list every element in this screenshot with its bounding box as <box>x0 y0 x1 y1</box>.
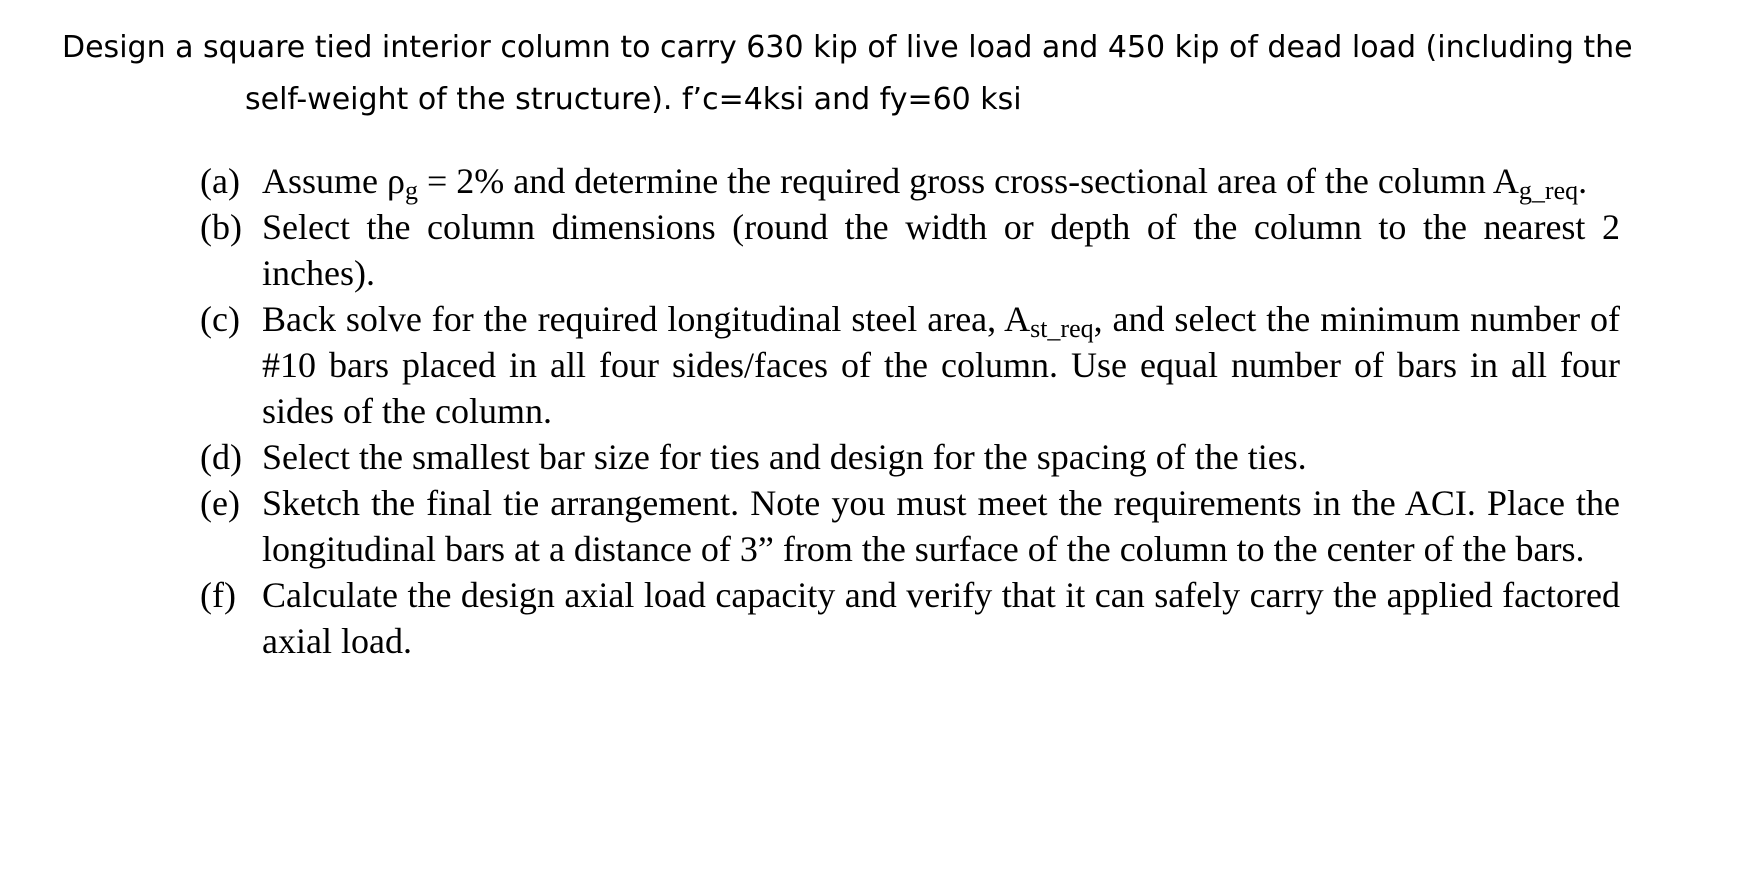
problem-statement <box>62 22 1702 126</box>
part-f-text: Calculate the design axial load capacity and verify that it can safely carry the applied factored axial load. <box>262 575 1620 661</box>
ag-req-subscript: g_req <box>1518 176 1579 205</box>
part-a <box>200 158 1620 204</box>
part-e-label: (e) <box>200 483 240 523</box>
rho-g-subscript: g <box>404 176 418 205</box>
part-a-text-2: = 2% and determine the required gross cross-sectional area of the column A <box>417 161 1519 201</box>
part-d-text: Select the smallest bar size for ties and design for the spacing of the ties. <box>262 437 1307 477</box>
problem-parts-list <box>200 158 1620 664</box>
part-c-text-2: , and select the minimum number of #10 bars placed in all four sides/faces of the column. Use equal number of bars in all four sides of the column. <box>262 299 1620 431</box>
part-e-text: Sketch the final tie arrangement. Note you must meet the requirements in the ACI. Place the longitudinal bars at a distance of 3” from the surface of the column to the center of the bars. <box>262 483 1620 569</box>
ast-req-subscript: st_req <box>1030 314 1094 343</box>
problem-statement-line1: Design a square tied interior column to carry 630 kip of live load and 450 kip of dead load (including the <box>62 30 1633 65</box>
part-a-text-1: Assume ρ <box>262 161 405 201</box>
part-d-label: (d) <box>200 437 242 477</box>
part-f-label: (f) <box>200 575 236 615</box>
part-a-text-3: . <box>1578 161 1588 201</box>
part-b-label: (b) <box>200 207 242 247</box>
part-c <box>200 296 1620 434</box>
part-b <box>200 204 1620 296</box>
part-e <box>200 480 1620 572</box>
part-c-label: (c) <box>200 299 240 339</box>
part-f <box>200 572 1620 664</box>
part-a-text <box>262 158 1620 204</box>
part-d <box>200 434 1620 480</box>
part-c-text-1: Back solve for the required longitudinal steel area, A <box>262 299 1031 339</box>
problem-statement-line2: self-weight of the structure). f’c=4ksi and fy=60 ksi <box>245 82 1022 117</box>
part-c-text <box>262 296 1620 434</box>
part-a-label: (a) <box>200 161 240 201</box>
part-b-text: Select the column dimensions (round the width or depth of the column to the nearest 2 inches). <box>262 207 1620 293</box>
